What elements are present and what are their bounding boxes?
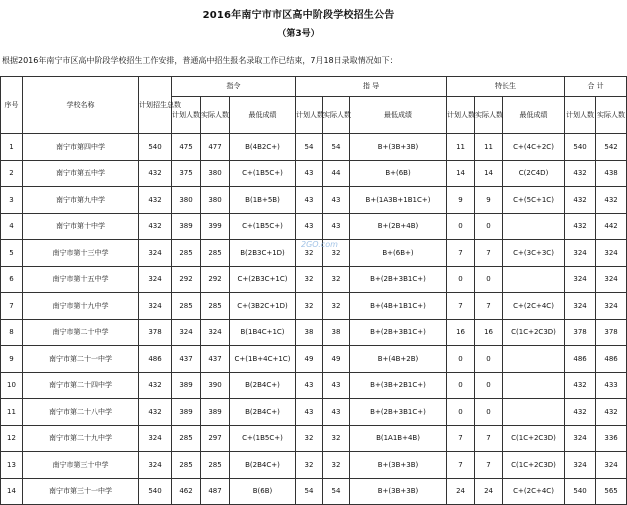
cell-special-actual: 0 — [475, 213, 503, 240]
cell-directive-min: B(1B+5B) — [230, 187, 296, 214]
cell-seq: 11 — [1, 399, 23, 426]
cell-guidance-actual: 32 — [323, 452, 350, 479]
cell-plan: 432 — [139, 213, 172, 240]
header-special-min: 最低成绩 — [503, 97, 565, 134]
cell-guidance-plan: 32 — [296, 293, 323, 320]
cell-directive-actual: 285 — [201, 240, 230, 267]
cell-school: 南宁市第十三中学 — [23, 240, 139, 267]
cell-total-actual: 542 — [596, 134, 627, 161]
cell-special-actual: 16 — [475, 319, 503, 346]
cell-directive-actual: 390 — [201, 372, 230, 399]
cell-guidance-plan: 43 — [296, 399, 323, 426]
cell-directive-plan: 285 — [172, 293, 201, 320]
cell-directive-plan: 380 — [172, 187, 201, 214]
cell-special-actual: 0 — [475, 399, 503, 426]
cell-special-actual: 24 — [475, 478, 503, 505]
cell-seq: 1 — [1, 134, 23, 161]
header-group-directive: 指令 — [172, 77, 296, 97]
cell-guidance-actual: 54 — [323, 134, 350, 161]
header-directive-plan: 计划人数 — [172, 97, 201, 134]
cell-total-actual: 432 — [596, 399, 627, 426]
cell-guidance-min: B+(4B+2B) — [350, 346, 447, 373]
cell-special-actual: 7 — [475, 452, 503, 479]
cell-guidance-plan: 32 — [296, 425, 323, 452]
cell-school: 南宁市第十五中学 — [23, 266, 139, 293]
cell-guidance-plan: 43 — [296, 160, 323, 187]
cell-guidance-actual: 44 — [323, 160, 350, 187]
cell-guidance-actual: 32 — [323, 266, 350, 293]
cell-directive-plan: 437 — [172, 346, 201, 373]
cell-plan: 324 — [139, 266, 172, 293]
cell-directive-actual: 437 — [201, 346, 230, 373]
table-row — [1, 160, 627, 187]
cell-directive-min: B(2B4C+) — [230, 452, 296, 479]
cell-directive-min: B(1B4C+1C) — [230, 319, 296, 346]
cell-directive-actual: 380 — [201, 160, 230, 187]
cell-school: 南宁市第三十中学 — [23, 452, 139, 479]
cell-special-plan: 0 — [447, 399, 475, 426]
cell-seq: 7 — [1, 293, 23, 320]
cell-directive-actual: 380 — [201, 187, 230, 214]
cell-guidance-actual: 32 — [323, 425, 350, 452]
cell-guidance-plan: 43 — [296, 213, 323, 240]
header-school: 学校名称 — [23, 77, 139, 134]
admission-table — [0, 76, 627, 505]
cell-special-plan: 0 — [447, 266, 475, 293]
cell-guidance-min: B+(3B+3B) — [350, 478, 447, 505]
cell-special-min: C+(3C+3C) — [503, 240, 565, 267]
cell-directive-min: C+(1B5C+) — [230, 425, 296, 452]
table-body — [1, 134, 627, 505]
cell-school: 南宁市第二十中学 — [23, 319, 139, 346]
cell-directive-actual: 487 — [201, 478, 230, 505]
cell-directive-actual: 324 — [201, 319, 230, 346]
table-row — [1, 266, 627, 293]
cell-total-plan: 324 — [565, 293, 596, 320]
cell-total-plan: 324 — [565, 266, 596, 293]
cell-total-plan: 432 — [565, 187, 596, 214]
cell-total-plan: 378 — [565, 319, 596, 346]
table-row — [1, 187, 627, 214]
cell-special-plan: 7 — [447, 425, 475, 452]
cell-directive-plan: 285 — [172, 425, 201, 452]
cell-guidance-min: B+(4B+1B1C+) — [350, 293, 447, 320]
cell-seq: 13 — [1, 452, 23, 479]
cell-total-plan: 432 — [565, 399, 596, 426]
cell-plan: 378 — [139, 319, 172, 346]
cell-total-actual: 433 — [596, 372, 627, 399]
table-row — [1, 293, 627, 320]
cell-guidance-min: B+(3B+2B1C+) — [350, 372, 447, 399]
cell-seq: 10 — [1, 372, 23, 399]
cell-guidance-min: B+(6B+) — [350, 240, 447, 267]
cell-guidance-plan: 32 — [296, 452, 323, 479]
cell-guidance-min: B+(1A3B+1B1C+) — [350, 187, 447, 214]
cell-directive-min: B(2B4C+) — [230, 372, 296, 399]
cell-guidance-min: B+(2B+3B1C+) — [350, 266, 447, 293]
cell-special-actual: 0 — [475, 372, 503, 399]
cell-special-actual: 7 — [475, 240, 503, 267]
cell-directive-plan: 462 — [172, 478, 201, 505]
cell-school: 南宁市第十九中学 — [23, 293, 139, 320]
cell-special-plan: 7 — [447, 452, 475, 479]
cell-total-actual: 324 — [596, 293, 627, 320]
cell-school: 南宁市第三十一中学 — [23, 478, 139, 505]
cell-plan: 486 — [139, 346, 172, 373]
cell-directive-plan: 475 — [172, 134, 201, 161]
cell-total-actual: 324 — [596, 266, 627, 293]
table-row — [1, 134, 627, 161]
cell-special-actual: 7 — [475, 293, 503, 320]
header-group-guidance: 指 导 — [296, 77, 447, 97]
cell-plan: 324 — [139, 293, 172, 320]
cell-school: 南宁市第十中学 — [23, 213, 139, 240]
cell-total-plan: 324 — [565, 240, 596, 267]
cell-total-actual: 324 — [596, 240, 627, 267]
cell-guidance-actual: 38 — [323, 319, 350, 346]
cell-guidance-min: B+(2B+3B1C+) — [350, 319, 447, 346]
cell-directive-actual: 297 — [201, 425, 230, 452]
cell-plan: 432 — [139, 160, 172, 187]
header-guidance-plan: 计划人数 — [296, 97, 323, 134]
cell-directive-min: C+(2B3C+1C) — [230, 266, 296, 293]
table-row — [1, 478, 627, 505]
cell-seq: 4 — [1, 213, 23, 240]
cell-plan: 432 — [139, 399, 172, 426]
cell-directive-min: C+(1B5C+) — [230, 213, 296, 240]
cell-special-min — [503, 372, 565, 399]
cell-plan: 324 — [139, 240, 172, 267]
cell-directive-actual: 285 — [201, 293, 230, 320]
cell-guidance-actual: 43 — [323, 213, 350, 240]
cell-total-plan: 432 — [565, 213, 596, 240]
cell-school: 南宁市第四中学 — [23, 134, 139, 161]
cell-guidance-actual: 43 — [323, 187, 350, 214]
cell-plan: 324 — [139, 452, 172, 479]
cell-total-plan: 540 — [565, 478, 596, 505]
cell-seq: 14 — [1, 478, 23, 505]
cell-special-min — [503, 346, 565, 373]
table-row — [1, 346, 627, 373]
cell-special-plan: 11 — [447, 134, 475, 161]
cell-directive-actual: 399 — [201, 213, 230, 240]
cell-guidance-min: B+(2B+3B1C+) — [350, 399, 447, 426]
table-row — [1, 213, 627, 240]
cell-total-plan: 432 — [565, 160, 596, 187]
header-guidance-min: 最低成绩 — [350, 97, 447, 134]
cell-plan: 432 — [139, 372, 172, 399]
cell-guidance-actual: 32 — [323, 240, 350, 267]
cell-directive-plan: 324 — [172, 319, 201, 346]
cell-special-actual: 9 — [475, 187, 503, 214]
cell-special-plan: 7 — [447, 293, 475, 320]
cell-guidance-plan: 54 — [296, 134, 323, 161]
cell-seq: 3 — [1, 187, 23, 214]
cell-plan: 540 — [139, 134, 172, 161]
cell-directive-min: B(2B3C+1D) — [230, 240, 296, 267]
cell-total-actual: 442 — [596, 213, 627, 240]
cell-plan: 540 — [139, 478, 172, 505]
cell-seq: 6 — [1, 266, 23, 293]
cell-total-actual: 438 — [596, 160, 627, 187]
header-group-special: 特长生 — [447, 77, 565, 97]
cell-directive-plan: 389 — [172, 399, 201, 426]
cell-directive-min: B(6B) — [230, 478, 296, 505]
header-guidance-actual: 实际人数 — [323, 97, 350, 134]
header-directive-actual: 实际人数 — [201, 97, 230, 134]
cell-special-actual: 7 — [475, 425, 503, 452]
cell-guidance-plan: 49 — [296, 346, 323, 373]
header-group-total: 合 计 — [565, 77, 627, 97]
cell-seq: 2 — [1, 160, 23, 187]
cell-special-min: C+(2C+4C) — [503, 293, 565, 320]
cell-special-actual: 0 — [475, 346, 503, 373]
cell-guidance-actual: 32 — [323, 293, 350, 320]
cell-guidance-plan: 38 — [296, 319, 323, 346]
cell-special-min — [503, 213, 565, 240]
page-subtitle: （第3号） — [277, 29, 320, 39]
table-row — [1, 399, 627, 426]
cell-guidance-min: B+(3B+3B) — [350, 134, 447, 161]
cell-special-plan: 0 — [447, 346, 475, 373]
cell-guidance-min: B+(3B+3B) — [350, 452, 447, 479]
cell-seq: 8 — [1, 319, 23, 346]
cell-seq: 12 — [1, 425, 23, 452]
cell-directive-actual: 477 — [201, 134, 230, 161]
cell-special-plan: 16 — [447, 319, 475, 346]
cell-guidance-plan: 43 — [296, 187, 323, 214]
cell-special-actual: 14 — [475, 160, 503, 187]
cell-guidance-min: B(1A1B+4B) — [350, 425, 447, 452]
cell-directive-min: B(4B2C+) — [230, 134, 296, 161]
header-directive-min: 最低成绩 — [230, 97, 296, 134]
watermark-logo: 2GO.com — [301, 240, 338, 249]
cell-total-plan: 540 — [565, 134, 596, 161]
cell-total-actual: 378 — [596, 319, 627, 346]
cell-guidance-actual: 43 — [323, 372, 350, 399]
cell-guidance-actual: 54 — [323, 478, 350, 505]
cell-special-min — [503, 266, 565, 293]
cell-school: 南宁市第九中学 — [23, 187, 139, 214]
cell-directive-actual: 389 — [201, 399, 230, 426]
cell-total-actual: 324 — [596, 452, 627, 479]
cell-special-plan: 0 — [447, 372, 475, 399]
cell-directive-actual: 292 — [201, 266, 230, 293]
cell-special-plan: 14 — [447, 160, 475, 187]
table-row — [1, 372, 627, 399]
header-total-actual: 实际人数 — [596, 97, 627, 134]
cell-special-min: C+(2C+4C) — [503, 478, 565, 505]
cell-guidance-min: B+(6B) — [350, 160, 447, 187]
cell-school: 南宁市第二十四中学 — [23, 372, 139, 399]
table-row — [1, 425, 627, 452]
cell-directive-actual: 285 — [201, 452, 230, 479]
cell-total-plan: 324 — [565, 425, 596, 452]
intro-paragraph: 根据2016年南宁市区高中阶段学校招生工作安排，普通高中招生报名录取工作已结束，7月18日录取情况如下： — [2, 56, 398, 65]
table-row — [1, 319, 627, 346]
cell-total-actual: 432 — [596, 187, 627, 214]
cell-directive-plan: 375 — [172, 160, 201, 187]
cell-seq: 9 — [1, 346, 23, 373]
header-plan-total: 计划招生总数 — [139, 77, 172, 134]
header-seq: 序号 — [1, 77, 23, 134]
cell-total-plan: 324 — [565, 452, 596, 479]
cell-school: 南宁市第二十九中学 — [23, 425, 139, 452]
cell-special-min: C(1C+2C3D) — [503, 425, 565, 452]
cell-special-min: C(1C+2C3D) — [503, 319, 565, 346]
cell-school: 南宁市第二十一中学 — [23, 346, 139, 373]
cell-plan: 432 — [139, 187, 172, 214]
cell-special-plan: 0 — [447, 213, 475, 240]
cell-special-plan: 7 — [447, 240, 475, 267]
cell-school: 南宁市第二十八中学 — [23, 399, 139, 426]
cell-directive-min: B(2B4C+) — [230, 399, 296, 426]
cell-guidance-plan: 54 — [296, 478, 323, 505]
cell-directive-plan: 389 — [172, 213, 201, 240]
cell-total-actual: 486 — [596, 346, 627, 373]
cell-special-min: C(2C4D) — [503, 160, 565, 187]
header-total-plan: 计划人数 — [565, 97, 596, 134]
cell-guidance-min: B+(2B+4B) — [350, 213, 447, 240]
cell-total-plan: 432 — [565, 372, 596, 399]
cell-guidance-actual: 49 — [323, 346, 350, 373]
cell-directive-min: C+(3B2C+1D) — [230, 293, 296, 320]
cell-directive-plan: 292 — [172, 266, 201, 293]
cell-special-min — [503, 399, 565, 426]
cell-seq: 5 — [1, 240, 23, 267]
page-title: 2016年南宁市市区高中阶段学校招生公告 — [202, 10, 395, 21]
cell-school: 南宁市第五中学 — [23, 160, 139, 187]
cell-guidance-plan: 32 — [296, 266, 323, 293]
cell-plan: 324 — [139, 425, 172, 452]
cell-directive-plan: 285 — [172, 240, 201, 267]
cell-guidance-actual: 43 — [323, 399, 350, 426]
cell-directive-min: C+(1B+4C+1C) — [230, 346, 296, 373]
cell-directive-min: C+(1B5C+) — [230, 160, 296, 187]
cell-special-plan: 9 — [447, 187, 475, 214]
cell-special-plan: 24 — [447, 478, 475, 505]
header-special-actual: 实际人数 — [475, 97, 503, 134]
cell-special-min: C(1C+2C3D) — [503, 452, 565, 479]
cell-special-min: C+(4C+2C) — [503, 134, 565, 161]
cell-special-actual: 11 — [475, 134, 503, 161]
cell-total-actual: 336 — [596, 425, 627, 452]
table-row — [1, 452, 627, 479]
cell-guidance-plan: 43 — [296, 372, 323, 399]
cell-special-min: C+(5C+1C) — [503, 187, 565, 214]
header-special-plan: 计划人数 — [447, 97, 475, 134]
cell-total-plan: 486 — [565, 346, 596, 373]
cell-directive-plan: 285 — [172, 452, 201, 479]
cell-special-actual: 0 — [475, 266, 503, 293]
cell-directive-plan: 389 — [172, 372, 201, 399]
cell-guidance-plan: 32 — [296, 240, 323, 267]
cell-total-actual: 565 — [596, 478, 627, 505]
